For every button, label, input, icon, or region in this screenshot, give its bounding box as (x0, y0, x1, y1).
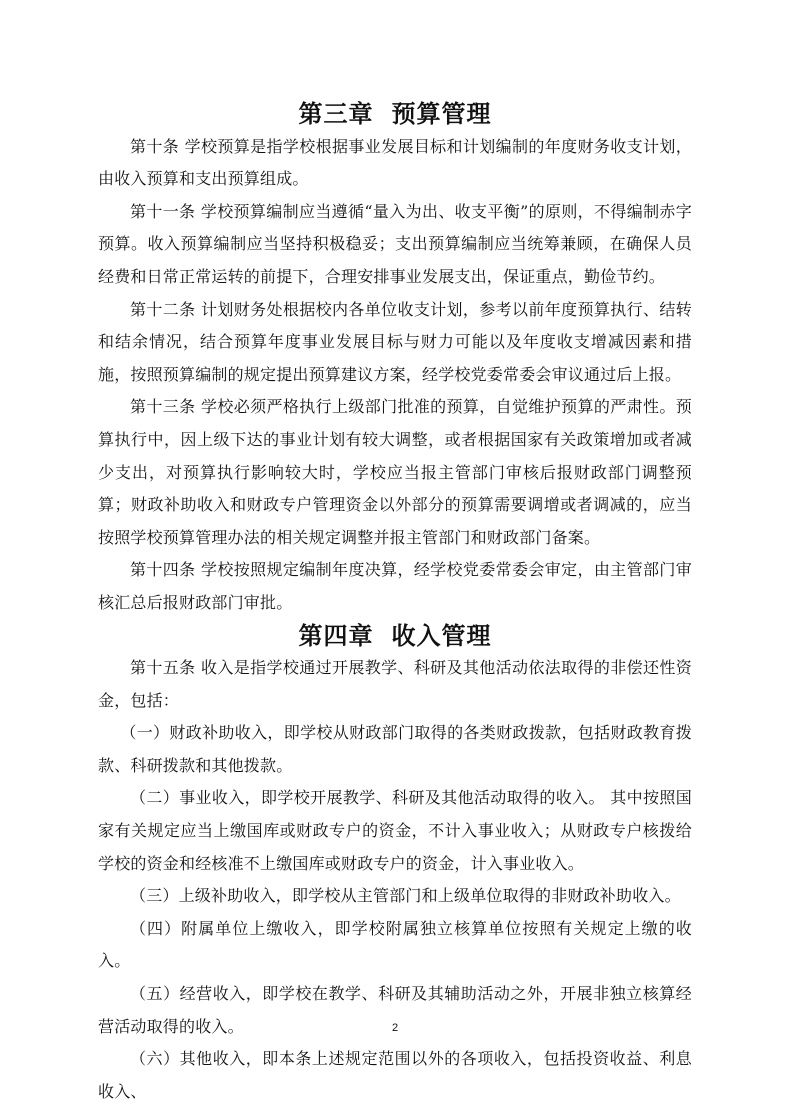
article-paragraph: 第十一条 学校预算编制应当遵循“量入为出、收支平衡”的原则，不得编制赤字预算。收入预算编制应当坚持积极稳妥；支出预算编制应当统筹兼顾，在确保人员经费和日常正常运转的前提下，合理安排事业发展支出，保证重点，勤俭节约。 (98, 201, 692, 286)
chapter-heading (98, 98, 692, 131)
chapter-number: 第三章 (298, 100, 374, 128)
chapter-title: 收入管理 (391, 621, 492, 650)
list-item: （六）其他收入，即本条上述规定范围以外的各项收入，包括投资收益、利息收入、 (98, 1049, 692, 1101)
article-paragraph: 第十条 学校预算是指学校根据事业发展目标和计划编制的年度财务收支计划，由收入预算和支出预算组成。 (98, 136, 692, 189)
list-item: （三）上级补助收入，即学校从主管部门和上级单位取得的非财政补助收入。 (130, 886, 681, 906)
chapter-number: 第四章 (298, 621, 374, 650)
article-paragraph: 第十二条 计划财务处根据校内各单位收支计划，参考以前年度预算执行、结转和结余情况，结合预算年度事业发展目标与财力可能以及年度收支增减因素和措施，按照预算编制的规定提出预算建议方案，经学校党委常委会审议通过后上报。 (98, 299, 692, 384)
article-paragraph: 第十五条 收入是指学校通过开展教学、科研及其他活动依法取得的非偿还性资金，包括： (98, 658, 692, 710)
chapter-heading (98, 620, 692, 653)
list-item: （一）财政补助收入，即学校从财政部门取得的各类财政拨款，包括财政教育拨款、科研拨款和其他拨款。 (98, 723, 692, 775)
list-item: （四）附属单位上缴收入，即学校附属独立核算单位按照有关规定上缴的收入。 (98, 918, 692, 971)
list-item: （五）经营收入，即学校在教学、科研及其辅助活动之外，开展非独立核算经营活动取得的收入。 (98, 984, 692, 1036)
page-content (98, 98, 692, 1108)
chapter-title: 预算管理 (391, 100, 492, 128)
article-paragraph: 第十三条 学校必须严格执行上级部门批准的预算，自觉维护预算的严肃性。预算执行中，因上级下达的事业计划有较大调整，或者根据国家有关政策增加或者减少支出，对预算执行影响较大时，学校应当报主管部门审核后报财政部门调整预算；财政补助收入和财政专户管理资金以外部分的预算需要调增或者调减的，应当按照学校预算管理办法的相关规定调整并报主管部门和财政部门备案。 (98, 397, 692, 547)
article-paragraph: 第十四条 学校按照规定编制年度决算，经学校党委常委会审定，由主管部门审核汇总后报财政部门审批。 (98, 560, 692, 612)
page-number: 2 (391, 1022, 399, 1034)
list-item: （二）事业收入，即学校开展教学、科研及其他活动取得的收入。 其中按照国家有关规定应当上缴国库或财政专户的资金，不计入事业收入；从财政专户核拨给学校的资金和经核准不上缴国库或财政专户的资金，计入事业收入。 (98, 788, 692, 873)
